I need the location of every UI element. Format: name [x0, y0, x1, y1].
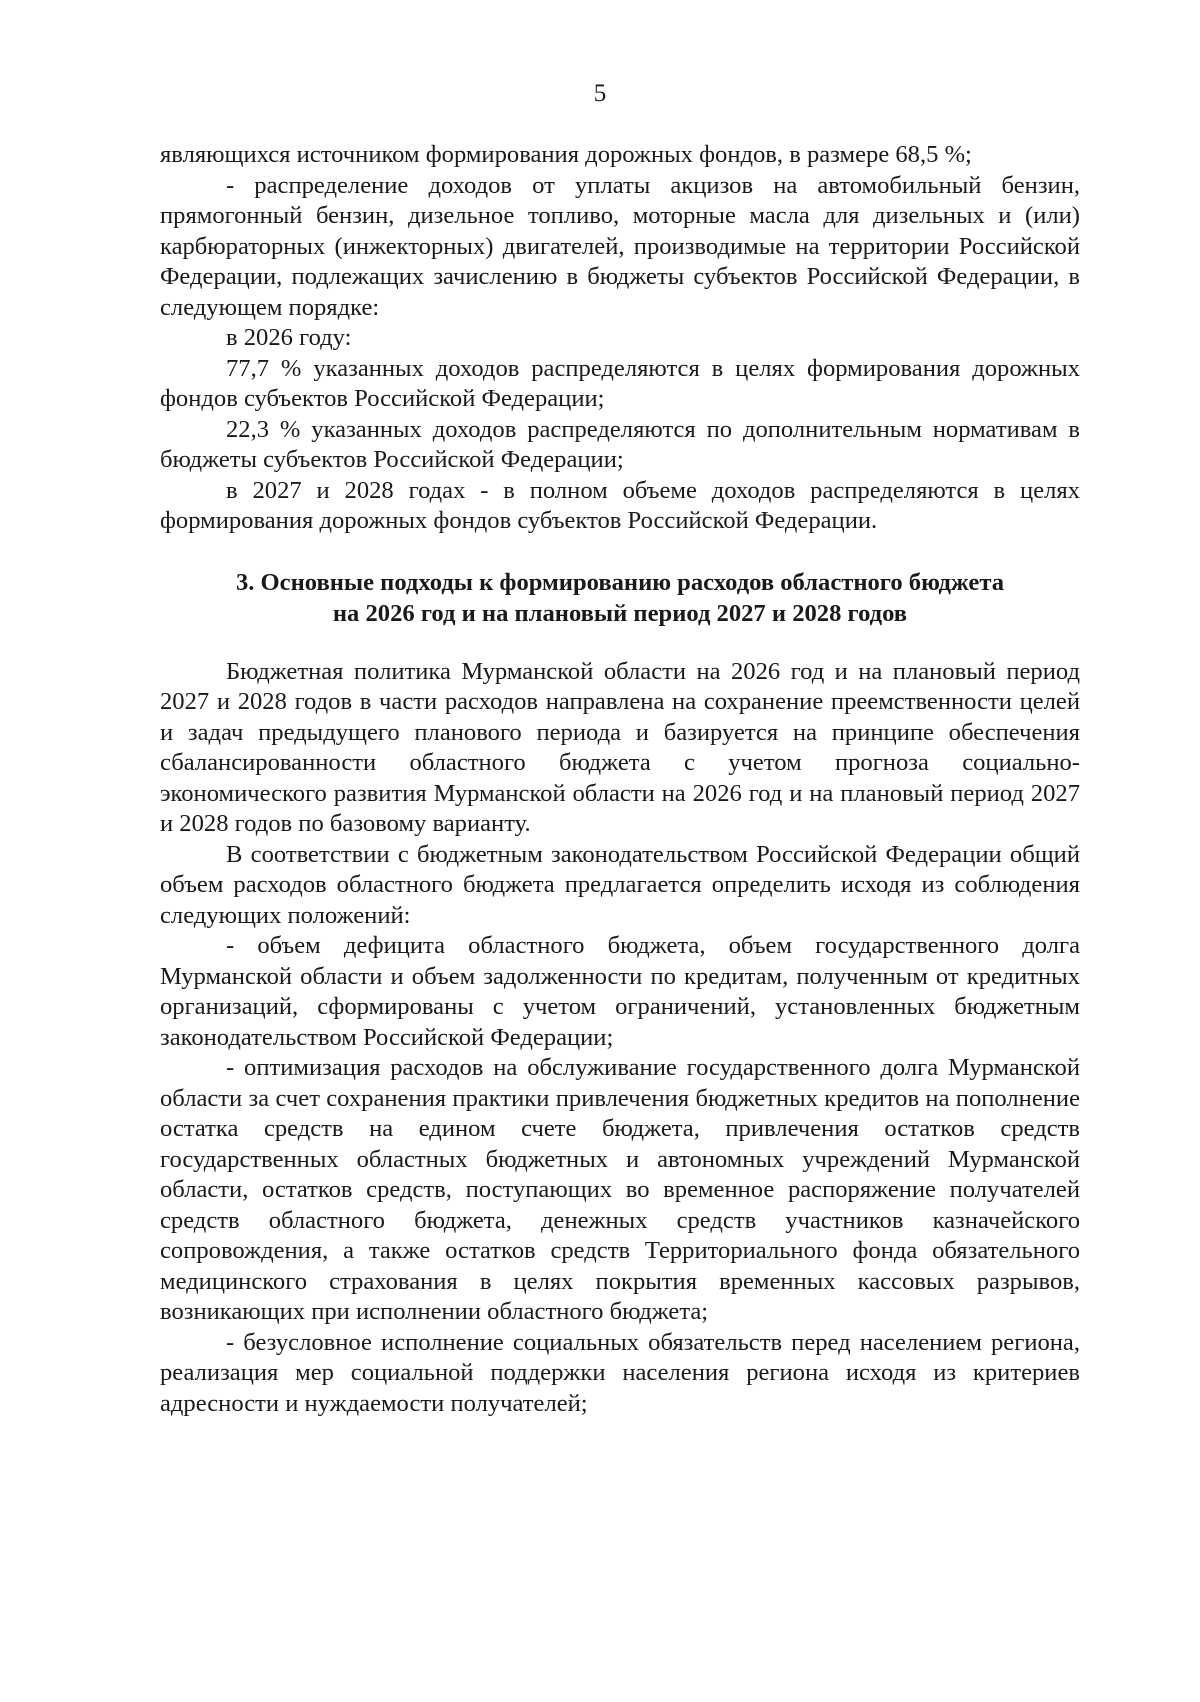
paragraph: В соответствии с бюджетным законодательством Российской Федерации общий объем расходов областного бюджета предлагается определить исходя из соблюдения следующих положений: — [160, 840, 1080, 929]
paragraph: 22,3 % указанных доходов распределяются по дополнительным нормативам в бюджеты субъектов Российской Федерации; — [160, 415, 1080, 473]
page-number: 5 — [593, 80, 607, 107]
paragraph-group-bottom — [160, 657, 1080, 1420]
paragraph: - объем дефицита областного бюджета, объем государственного долга Мурманской области и объем задолженности по кредитам, полученным от кредитных организаций, сформированы с учетом ограничений, установленных бюджетным законодательством Российской Федерации; — [160, 932, 1080, 1051]
paragraph: - распределение доходов от уплаты акцизов на автомобильный бензин, прямогонный бензин, дизельное топливо, моторные масла для дизельных и (или) карбюраторных (инжекторных) двигателей, производимые на территории Российской Федерации, подлежащих зачислению в бюджеты субъектов Российской Федерации, в следующем порядке: — [160, 171, 1080, 321]
paragraph-group-top — [160, 140, 1080, 537]
section-heading: 3. Основные подходы к формированию расходов областного бюджета на 2026 год и на плановый период 2027 и 2028 годов — [235, 568, 1005, 627]
paragraph: - безусловное исполнение социальных обязательств перед населением региона, реализация мер социальной поддержки населения региона исходя из критериев адресности и нуждаемости получателей; — [160, 1328, 1080, 1417]
paragraph: 77,7 % указанных доходов распределяются в целях формирования дорожных фондов субъектов Российской Федерации; — [160, 354, 1080, 412]
paragraph: являющихся источником формирования дорожных фондов, в размере 68,5 %; — [160, 141, 972, 168]
paragraph: в 2026 году: — [226, 324, 352, 351]
paragraph: Бюджетная политика Мурманской области на 2026 год и на плановый период 2027 и 2028 годов в части расходов направлена на сохранение преемственности целей и задач предыдущего планового периода и базируется на принципе обеспечения сбалансированности областного бюджета с учетом прогноза социально-экономического развития Мурманской области на 2026 год и на плановый период 2027 и 2028 годов по базовому варианту. — [160, 657, 1080, 837]
paragraph: - оптимизация расходов на обслуживание государственного долга Мурманской области за счет сохранения практики привлечения бюджетных кредитов на пополнение остатка средств на едином счете бюджета, привлечения остатков средств государственных областных бюджетных и автономных учреждений Мурманской области, остатков средств, поступающих во временное распоряжение получателей средств областного бюджета, денежных средств участников казначейского сопровождения, а также остатков средств Территориального фонда обязательного медицинского страхования в целях покрытия временных кассовых разрывов, возникающих при исполнении областного бюджета; — [160, 1054, 1080, 1325]
paragraph: в 2027 и 2028 годах - в полном объеме доходов распределяются в целях формирования дорожных фондов субъектов Российской Федерации. — [160, 476, 1080, 534]
document-body — [160, 140, 1080, 1419]
